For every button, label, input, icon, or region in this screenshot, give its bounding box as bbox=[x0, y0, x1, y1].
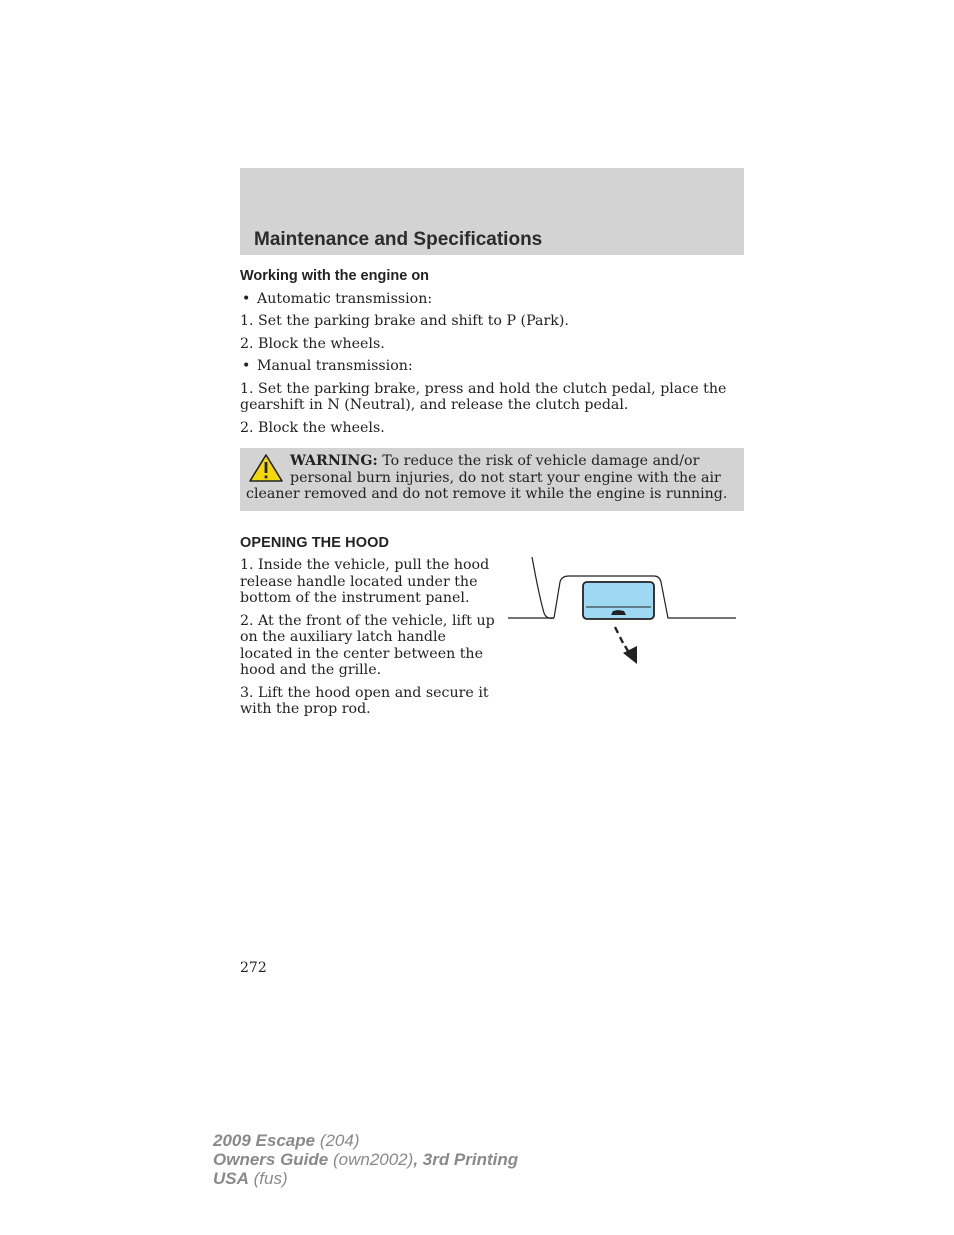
manual-transmission-bullet: • Manual transmission: bbox=[240, 358, 744, 375]
page-number: 272 bbox=[240, 960, 267, 976]
opening-hood-heading: OPENING THE HOOD bbox=[240, 534, 390, 551]
warning-label: WARNING: bbox=[290, 453, 378, 469]
footer-line-1: 2009 Escape (204) bbox=[213, 1131, 360, 1150]
section-title: Maintenance and Specifications bbox=[254, 229, 543, 250]
footer-line-3: USA (fus) bbox=[213, 1169, 288, 1188]
manual-step-2: 2. Block the wheels. bbox=[240, 419, 385, 436]
hood-step-1: 1. Inside the vehicle, pull the hood release handle located under the bottom of the instrument panel. bbox=[240, 557, 490, 606]
hood-steps bbox=[240, 557, 496, 718]
hood-step-2: 2. At the front of the vehicle, lift up on the auxiliary latch handle located in the center between the hood and the grille. bbox=[240, 612, 495, 678]
document-footer bbox=[213, 1131, 518, 1188]
page-content bbox=[240, 268, 744, 724]
hood-step-3: 3. Lift the hood open and secure it with the prop rod. bbox=[240, 684, 489, 717]
warning-triangle-icon bbox=[248, 453, 284, 483]
hood-release-illustration bbox=[506, 554, 742, 684]
pull-arrow-icon bbox=[623, 646, 637, 664]
manual-step-1: 1. Set the parking brake, press and hold the clutch pedal, place the gearshift in N (Neutral), and release the clutch pedal. bbox=[240, 380, 727, 413]
section-header-band bbox=[240, 168, 744, 255]
engine-on-heading: Working with the engine on bbox=[240, 268, 430, 284]
warning-box bbox=[240, 448, 744, 511]
hood-section bbox=[240, 557, 744, 718]
warning-text: To reduce the risk of vehicle damage and/or personal burn injuries, do not start your engine with the air cleaner removed and do not remove it while the engine is running. bbox=[246, 453, 728, 502]
auto-step-2: 2. Block the wheels. bbox=[240, 335, 385, 352]
auto-transmission-bullet: • Automatic transmission: bbox=[240, 291, 744, 308]
auto-step-1: 1. Set the parking brake and shift to P (Park). bbox=[240, 313, 569, 329]
footer-line-2: Owners Guide (own2002), 3rd Printing bbox=[213, 1150, 519, 1169]
